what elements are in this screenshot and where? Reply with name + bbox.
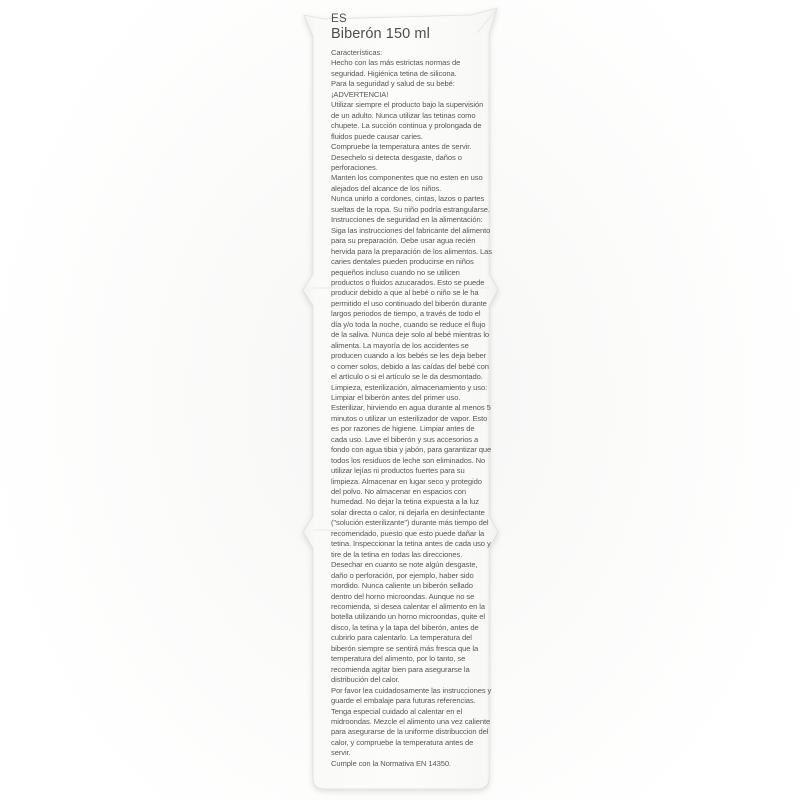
paragraph: Nunca unirlo a cordones, cintas, lazos o partes sueltas de la ropa. Su niño podría estrangularse.: [331, 194, 490, 214]
characteristics-heading: Características:: [331, 48, 383, 57]
paragraph: Por favor lea cuidadosamente las instrucciones y guarde el embalaje para futuras referencias. Tenga especial cuidado al calentar en el midroondas. Mezcle el alimento una vez caliente para asegurarse de la uniforme distribuccion del calor, y compruebe la temperatura antes de servir.: [331, 685, 492, 758]
paragraph: Desechelo si detecta desgaste, daños o perforaciones.: [331, 152, 462, 172]
paragraph: Siga las instrucciones del fabricante del alimento para su preparación. Debe usar agua recién hervida para la preparación de los alimentos. Las caries dentales pueden producirse en niños pequeños incluso cuando no se utilicen productos o fluidos azucarados. Esto se puede producir debido a que al bebé o niño se le ha permitido el uso continuado del biberón durante largos periodos de tiempo, a través de todo el día y/o toda la noche, cuando se reduce el flujo de la saliva. Nunca deje solo al bebé mientras lo alimenta. La mayoría de los accidentes se producen cuando a los bebés se les deja beber o comer solos, debido a las caídas del bebé con el artículo o si el artículo se le da desmontado.: [331, 225, 492, 382]
paragraph: Manten los componentes que no esten en uso alejados del alcance de los niños.: [331, 173, 483, 193]
paragraph: Hecho con las más estrictas normas de seguridad. Higiénica tetina de silicona.: [331, 58, 461, 78]
paragraph: Limpiar el biberón antes del primer uso.: [331, 392, 461, 402]
label-strip: [300, 4, 500, 796]
language-code: ES: [331, 13, 347, 25]
paragraph: Para la seguridad y salud de su bebé:: [331, 79, 455, 89]
compliance-note: Cumple con la Normativa EN 14350.: [331, 758, 451, 768]
feeding-safety-heading: Instrucciones de seguridad en la alimentación:: [331, 215, 483, 225]
warning-heading: ¡ADVERTENCIA!: [331, 89, 389, 99]
label-text-column: [331, 13, 492, 769]
product-title: Biberón 150 ml: [331, 26, 430, 42]
paragraph: Utilizar siempre el producto bajo la supervisión de un adulto. Nunca utilizar las tetinas como chupete. La succión continua y prolongada de fluidos puede causar caries.: [331, 100, 484, 141]
paragraph: Desechar en cuanto se note algún desgaste, daño o perforación, por ejemplo, haber sido mordido. Nunca caliente un biberón sellado dentro del horno microondas. Aunque no se recomienda, si desea calentar el alimento en la botella utilizando un horno microondas, quite el disco, la tetina y la tapa del biberón, antes de cubrirlo para calentarlo. La temperatura del biberón siempre se sentirá más fresca que la temperatura del alimento, por lo tanto, se recomienda agitar bien para asegurarse la distribución del calor.: [331, 560, 486, 685]
cleaning-heading: Limpieza, esterilización, almacenamiento y uso:: [331, 382, 488, 392]
paragraph: Esterilizar, hirviendo en agua durante al menos 5 minutos o utilizar un esterilizador de vapor. Esto es por razones de higiene. Limpiar antes de cada uso. Lave el biberón y sus accesorios a fondo con agua tibia y jabón, para garantizar que todos los residuos de leche son eliminados. No utilizar lejías ni productos fuertes para su limpieza. Almacenar en lugar seco y protegido del polvo. No almacenar en espacios con humedad. No dejar la tetina expuesta a la luz solar directa o calor, ni dejarla en desinfectante ("solución esterilizante") durante más tiempo del recomendado, puesto que esto puede dañar la tetina. Inspeccionar la tetina antes de cada uso y tire de la tetina en todas las direcciones.: [331, 403, 492, 559]
paragraph: Compruebe la temperatura antes de servir.: [331, 142, 472, 152]
